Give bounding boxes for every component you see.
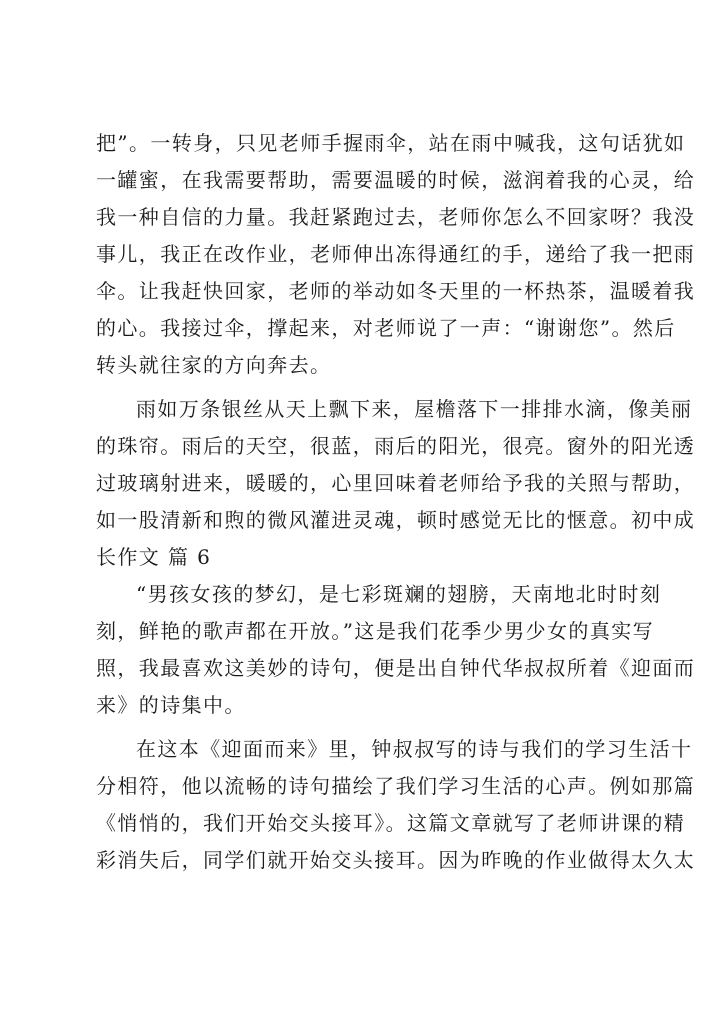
text-line: 照，我最喜欢这美妙的诗句，便是出自钟代华叔叔所着《迎面而	[96, 656, 696, 680]
text-line: 如一股清新和煦的微风灌进灵魂，顿时感觉无比的惬意。初中成	[96, 508, 696, 532]
text-line: 一罐蜜，在我需要帮助，需要温暖的时候，滋润着我的心灵，给	[96, 168, 696, 192]
text-line: 分相符，他以流畅的诗句描绘了我们学习生活的心声。例如那篇	[96, 774, 696, 798]
text-line: 伞。让我赶快回家，老师的举动如冬天里的一杯热茶，温暖着我	[96, 279, 696, 303]
text-line: 彩消失后，同学们就开始交头接耳。因为昨晚的作业做得太久太	[96, 848, 696, 872]
text-line: 把”。一转身，只见老师手握雨伞，站在雨中喊我，这句话犹如	[96, 131, 686, 155]
text-line: 转头就往家的方向奔去。	[96, 353, 332, 377]
text-line: 《悄悄的，我们开始交头接耳》。这篇文章就写了老师讲课的精	[96, 811, 686, 835]
text-line: 的心。我接过伞，撑起来，对老师说了一声：“谢谢您”。然后	[96, 316, 676, 340]
text-line: 刻，鲜艳的歌声都在开放。”这是我们花季少男少女的真实写	[96, 619, 655, 643]
paragraph-first-line: 在这本《迎面而来》里，钟叔叔写的诗与我们的学习生活十	[136, 737, 693, 761]
text-line: 来》的诗集中。	[96, 693, 246, 717]
paragraph-first-line: 雨如万条银丝从天上飘下来，屋檐落下一排排水滴，像美丽	[136, 397, 693, 421]
text-line: 过玻璃射进来，暖暖的，心里回味着老师给予我的关照与帮助，	[96, 471, 696, 495]
paragraph-first-line: “男孩女孩的梦幻，是七彩斑斓的翅膀，天南地北时时刻	[136, 582, 662, 606]
text-line: 事儿，我正在改作业，老师伸出冻得通红的手，递给了我一把雨	[96, 242, 696, 266]
section-heading: 长作文 篇 6	[96, 545, 212, 569]
text-line: 我一种自信的力量。我赶紧跑过去，老师你怎么不回家呀？我没	[96, 205, 696, 229]
text-line: 的珠帘。雨后的天空，很蓝，雨后的阳光，很亮。窗外的阳光透	[96, 434, 696, 458]
